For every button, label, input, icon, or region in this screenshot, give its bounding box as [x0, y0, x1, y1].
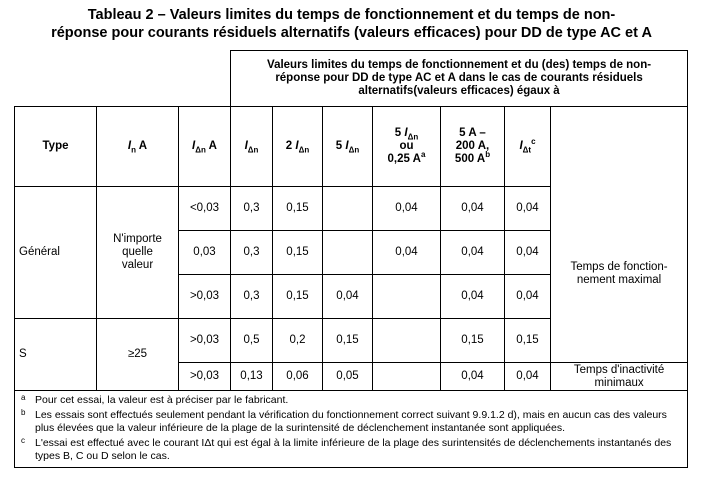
- header-type: Type: [15, 107, 97, 187]
- cell-c6: 0,04: [505, 187, 551, 231]
- cell-c1: 0,3: [231, 275, 273, 319]
- cell-c5: 0,15: [441, 319, 505, 363]
- cell-idn: >0,03: [179, 319, 231, 363]
- cell-idn: >0,03: [179, 363, 231, 391]
- cell-idn: <0,03: [179, 187, 231, 231]
- type-general: Général: [15, 187, 97, 319]
- type-s: S: [15, 319, 97, 391]
- cell-c3: 0,15: [323, 319, 373, 363]
- cell-idn: 0,03: [179, 231, 231, 275]
- header-col-6: $I_{\Delta t}^c$: [505, 107, 551, 187]
- note-b: b Les essais sont effectués seulement pendant la vérification du fonctionnement correct suivant 9.9.1.2 d), mais en aucun cas des valeurs plus élevées que la valeur inférieure de la plage de la surintensité de déclenchement instantanée sont appliquées.: [21, 408, 667, 434]
- cell-c2: 0,06: [273, 363, 323, 391]
- cell-c5: 0,04: [441, 231, 505, 275]
- cell-c3: 0,05: [323, 363, 373, 391]
- table-row: [15, 187, 688, 231]
- note-c: c L'essai est effectué avec le courant IΔt qui est égal à la limite inférieure de la plage des surintensités de déclenchements instantanés des types B, C ou D selon le cas.: [21, 436, 672, 462]
- header-col-2: 2 $I_{\Delta n}$: [273, 107, 323, 187]
- cell-c2: 0,15: [273, 231, 323, 275]
- cell-c6: 0,04: [505, 275, 551, 319]
- header-col-5: 5 A – 200 A, 500 $A^b$: [441, 107, 505, 187]
- cell-c5: 0,04: [441, 363, 505, 391]
- header-col-4: 5 $I_{\Delta n}$ ou 0,25 $A^a$: [373, 107, 441, 187]
- header-idn: $I_{\Delta n}$ A: [179, 107, 231, 187]
- cell-c4: [373, 319, 441, 363]
- cell-c6: 0,04: [505, 363, 551, 391]
- cell-c5: 0,04: [441, 187, 505, 231]
- cell-c1: 0,5: [231, 319, 273, 363]
- cell-c2: 0,15: [273, 187, 323, 231]
- in-general: N'importe quelle valeur: [97, 187, 179, 319]
- header-col-3: 5 $I_{\Delta n}$: [323, 107, 373, 187]
- cell-c1: 0,3: [231, 187, 273, 231]
- cell-idn: >0,03: [179, 275, 231, 319]
- cell-c4: [373, 275, 441, 319]
- cell-c4: 0,04: [373, 187, 441, 231]
- cell-c3: [323, 187, 373, 231]
- cell-c1: 0,3: [231, 231, 273, 275]
- header-in: $I_n$ A: [97, 107, 179, 187]
- cell-c4: [373, 363, 441, 391]
- cell-c6: 0,04: [505, 231, 551, 275]
- title-line-2: réponse pour courants résiduels alternatifs (valeurs efficaces) pour DD de type AC et A: [51, 25, 652, 41]
- cell-c3: [323, 231, 373, 275]
- table-title: [0, 6, 703, 42]
- cell-c3: 0,04: [323, 275, 373, 319]
- limits-table: [14, 50, 688, 468]
- cell-c5: 0,04: [441, 275, 505, 319]
- in-s: ≥25: [97, 319, 179, 391]
- cell-c2: 0,15: [273, 275, 323, 319]
- note-a: a Pour cet essai, la valeur est à préciser par le fabricant.: [21, 393, 289, 406]
- header-col-1: $I_{\Delta n}$: [231, 107, 273, 187]
- header-empty: [15, 51, 231, 107]
- notes-row: [15, 391, 688, 468]
- header-right-empty: [551, 107, 688, 187]
- right-bottom-label: Temps d'inactivité minimaux: [551, 363, 688, 391]
- notes: [15, 391, 688, 468]
- cell-c6: 0,15: [505, 319, 551, 363]
- cell-c1: 0,13: [231, 363, 273, 391]
- cell-c4: 0,04: [373, 231, 441, 275]
- right-top-label: Temps de fonction- nement maximal: [551, 187, 688, 363]
- group-header: Valeurs limites du temps de fonctionnement et du (des) temps de non- réponse pour DD de type AC et A dans le cas de courants résiduels alternatifs(valeurs efficaces) égaux à: [231, 51, 688, 107]
- cell-c2: 0,2: [273, 319, 323, 363]
- title-line-1: Tableau 2 – Valeurs limites du temps de fonctionnement et du temps de non-: [87, 7, 616, 23]
